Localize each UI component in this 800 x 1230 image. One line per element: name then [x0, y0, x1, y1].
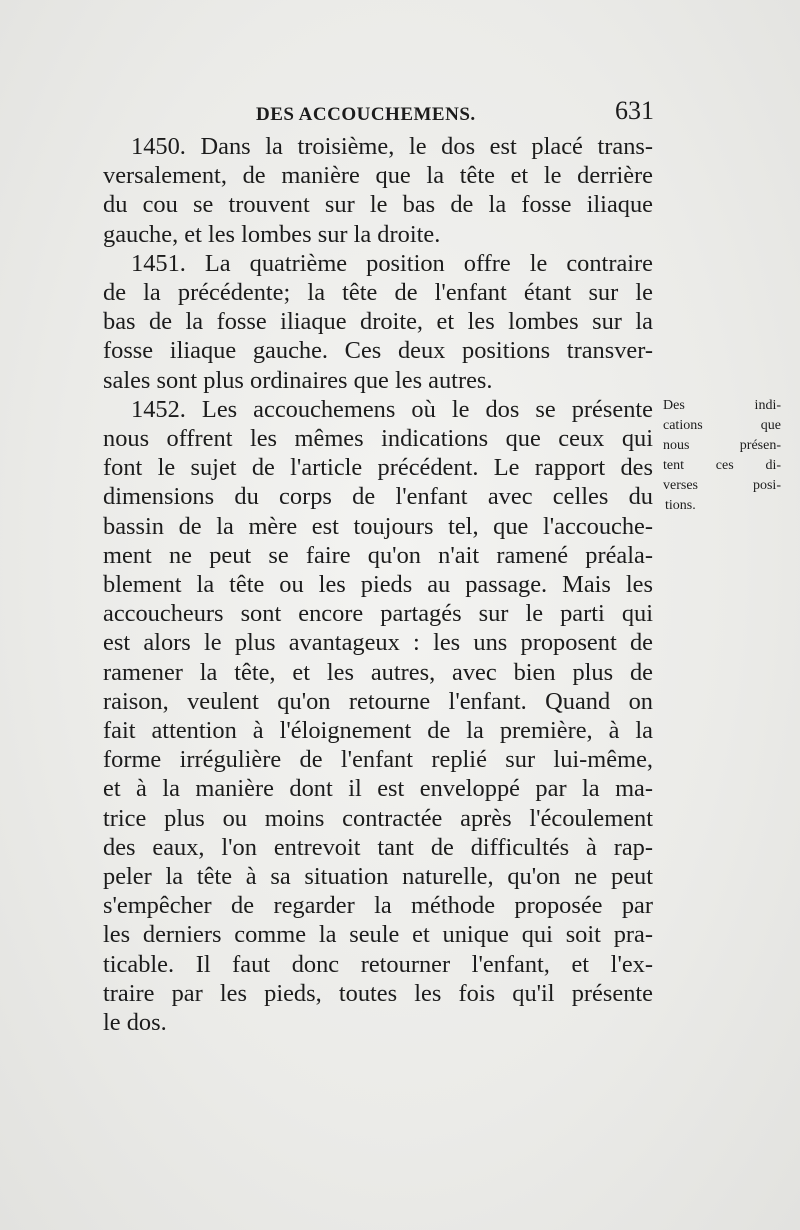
text-line: ramener la tête, et les autres, avec bien plus de [103, 658, 653, 686]
text-line: nous offrent les mêmes indications que ceux qui [103, 425, 653, 453]
text-line: de la précédente; la tête de l'enfant étant sur le [103, 279, 653, 307]
text-line: bas de la fosse iliaque droite, et les lombes sur la [103, 308, 653, 336]
text-line: sales sont plus ordinaires que les autres. [103, 366, 493, 394]
text-line: ticable. Il faut donc retourner l'enfant, et l'ex- [103, 950, 653, 978]
text-line: fait attention à l'éloignement de la première, à la [103, 717, 653, 745]
margin-note-line: nous présen- [663, 438, 781, 453]
text-line: peler la tête à sa situation naturelle, qu'on ne peut [103, 863, 653, 891]
text-line: font le sujet de l'article précédent. Le rapport des [103, 454, 653, 482]
text-line: 1452. Les accouchemens où le dos se présente [131, 395, 653, 423]
text-line: les derniers comme la seule et unique qui soit pra- [103, 921, 653, 949]
text-line: accoucheurs sont encore partagés sur le parti qui [103, 600, 653, 628]
text-line: bassin de la mère est toujours tel, que l'accouche- [103, 512, 653, 540]
text-line: blement la tête ou les pieds au passage. Mais les [103, 571, 653, 599]
body-text [103, 132, 653, 1037]
text-line: trice plus ou moins contractée après l'écoulement [103, 804, 653, 832]
text-line: dimensions du corps de l'enfant avec celles du [103, 483, 653, 511]
page-number: 631 [615, 96, 654, 125]
text-line: gauche, et les lombes sur la droite. [103, 220, 441, 248]
page-header [100, 92, 656, 132]
bleed-through-text [90, 140, 96, 166]
margin-note-line: verses posi- [663, 478, 781, 493]
text-line: ment ne peut se faire qu'on n'ait ramené préala- [103, 541, 653, 569]
text-line: 1450. Dans la troisième, le dos est placé trans- [131, 133, 653, 160]
text-line: versalement, de manière que la tête et le derrière [103, 162, 653, 190]
text-line: et à la manière dont il est enveloppé par la ma- [103, 775, 653, 803]
margin-note [663, 396, 781, 516]
margin-note-line: cations que [663, 418, 781, 433]
text-line: raison, veulent qu'on retourne l'enfant. Quand on [103, 687, 653, 715]
text-line: s'empêcher de regarder la méthode proposée par [103, 892, 653, 920]
text-line: traire par les pieds, toutes les fois qu'il présente [103, 979, 653, 1007]
text-line: du cou se trouvent sur le bas de la fosse iliaque [103, 191, 653, 219]
text-line: le dos. [103, 1009, 167, 1037]
margin-note-line: tent ces di- [663, 458, 781, 473]
text-line: forme irrégulière de l'enfant replié sur lui-même, [103, 746, 653, 774]
text-line: des eaux, l'on entrevoit tant de difficultés à rap- [103, 833, 653, 861]
text-line: fosse iliaque gauche. Ces deux positions transver- [103, 337, 653, 365]
text-line: est alors le plus avantageux : les uns proposent de [103, 629, 653, 657]
margin-note-line: tions. [665, 498, 696, 513]
running-title: DES ACCOUCHEMENS. [256, 104, 476, 125]
margin-note-line: Des indi- [663, 398, 781, 413]
text-line: 1451. La quatrième position offre le contraire [131, 249, 653, 277]
